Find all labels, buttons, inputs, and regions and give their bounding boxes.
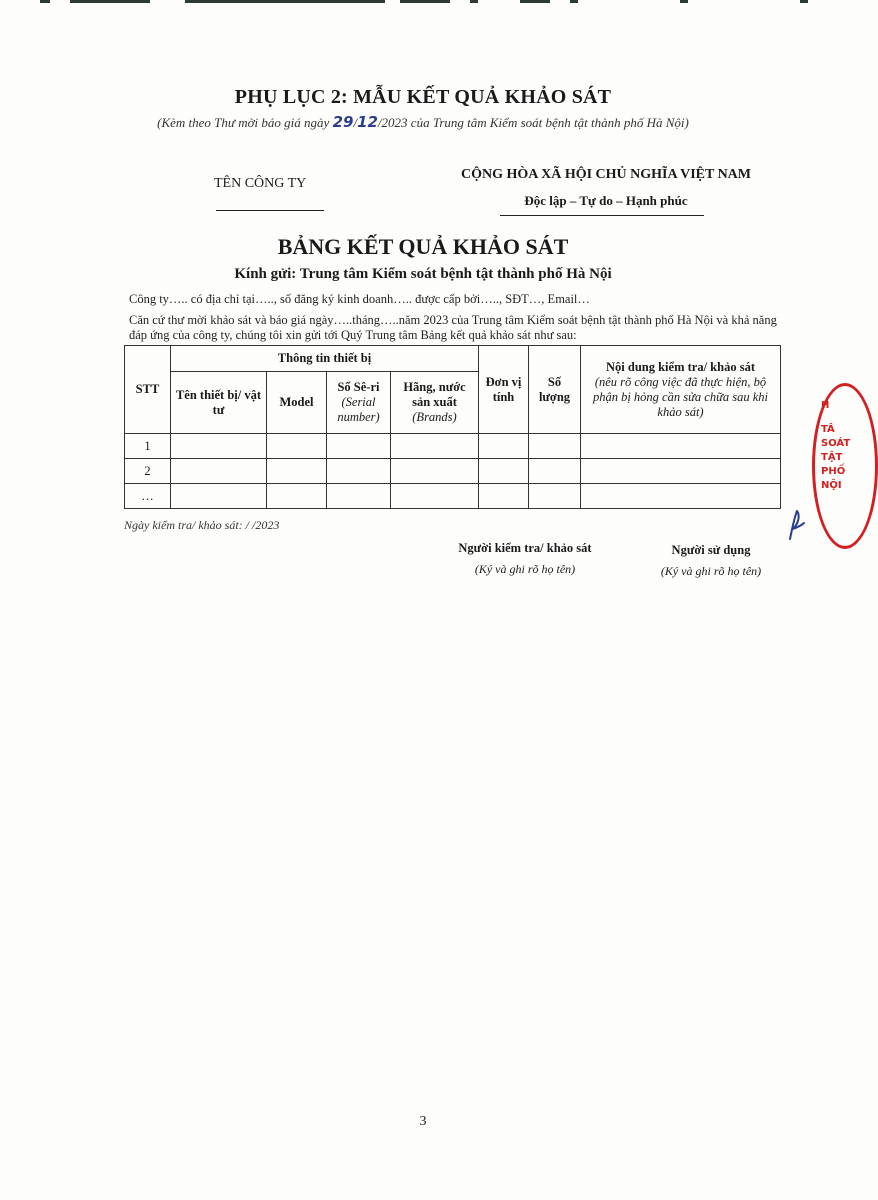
- national-motto: Độc lập – Tự do – Hạnh phúc: [524, 193, 688, 208]
- header-brand-en: (Brands): [412, 410, 457, 424]
- top-edge-marks: [0, 0, 846, 4]
- header-device-info: Thông tin thiết bị: [171, 346, 479, 372]
- company-info-paragraph: Công ty….. có địa chỉ tại….., số đăng ký kinh doanh….. được cấp bởi….., SĐT…, Email…: [129, 292, 590, 306]
- page-number: 3: [419, 1114, 427, 1129]
- header-stt: STT: [125, 346, 171, 434]
- header-model: Model: [267, 372, 327, 434]
- company-underline: [216, 210, 324, 211]
- motto-underline: [500, 215, 704, 216]
- user-signature-block: [636, 543, 786, 579]
- row-number: 2: [125, 459, 171, 484]
- header-unit: Đơn vị tính: [479, 346, 529, 434]
- row-number: …: [125, 484, 171, 509]
- red-seal-stamp: H TÂ SOÁT TẬT PHỐ NỘI: [812, 383, 878, 549]
- national-title: CỘNG HÒA XÃ HỘI CHỦ NGHĨA VIỆT NAM: [460, 167, 751, 182]
- basis-paragraph: Căn cứ thư mời khảo sát và báo giá ngày…..tháng…..năm 2023 của Trung tâm Kiểm soát bệnh tật thành phố Hà Nội và khả năng đáp ứng của công ty, chúng tôi xin gửi tới Quý Trung tâm Bảng kết quả khảo sát như sau:: [129, 313, 777, 342]
- header-serial-en: (Serial number): [337, 395, 380, 424]
- inspector-signature-block: [440, 541, 610, 577]
- signature-mark-icon: [784, 505, 808, 545]
- appendix-title: PHỤ LỤC 2: MẪU KẾT QUẢ KHẢO SÁT: [234, 86, 612, 108]
- appendix-subtitle: (Kèm theo Thư mời báo giá ngày 29/12/2023 của Trung tâm Kiểm soát bệnh tật thành phố Hà Nội): [157, 113, 689, 131]
- table-row: [125, 484, 781, 509]
- user-note: (Ký và ghi rõ họ tên): [660, 564, 762, 578]
- addressee: Kính gửi: Trung tâm Kiểm soát bệnh tật thành phố Hà Nội: [234, 266, 612, 282]
- inspector-note: (Ký và ghi rõ họ tên): [474, 562, 576, 576]
- header-device-name: Tên thiết bị/ vật tư: [171, 372, 267, 434]
- table-row: [125, 459, 781, 484]
- table-row: [125, 434, 781, 459]
- user-title: Người sử dụng: [671, 543, 751, 557]
- company-name: TÊN CÔNG TY: [214, 176, 307, 191]
- inspector-title: Người kiểm tra/ khảo sát: [458, 541, 592, 555]
- row-number: 1: [125, 434, 171, 459]
- header-content-note: (nêu rõ công việc đã thực hiện, bộ phận bị hỏng cần sửa chữa sau khi khảo sát): [592, 374, 769, 419]
- header-quantity: Số lượng: [529, 346, 581, 434]
- header-content: Nội dung kiểm tra/ khảo sát (nêu rõ công việc đã thực hiện, bộ phận bị hỏng cần sửa chữa sau khi khảo sát): [581, 346, 781, 434]
- header-serial: Số Sê-ri (Serial number): [327, 372, 391, 434]
- document-title: BẢNG KẾT QUẢ KHẢO SÁT: [277, 234, 569, 259]
- handwritten-day: 29: [332, 113, 354, 131]
- handwritten-month: 12: [357, 113, 378, 131]
- survey-table: [124, 345, 781, 509]
- survey-date-line: Ngày kiểm tra/ khảo sát: / /2023: [124, 518, 280, 532]
- header-brand: Hãng, nước sản xuất (Brands): [391, 372, 479, 434]
